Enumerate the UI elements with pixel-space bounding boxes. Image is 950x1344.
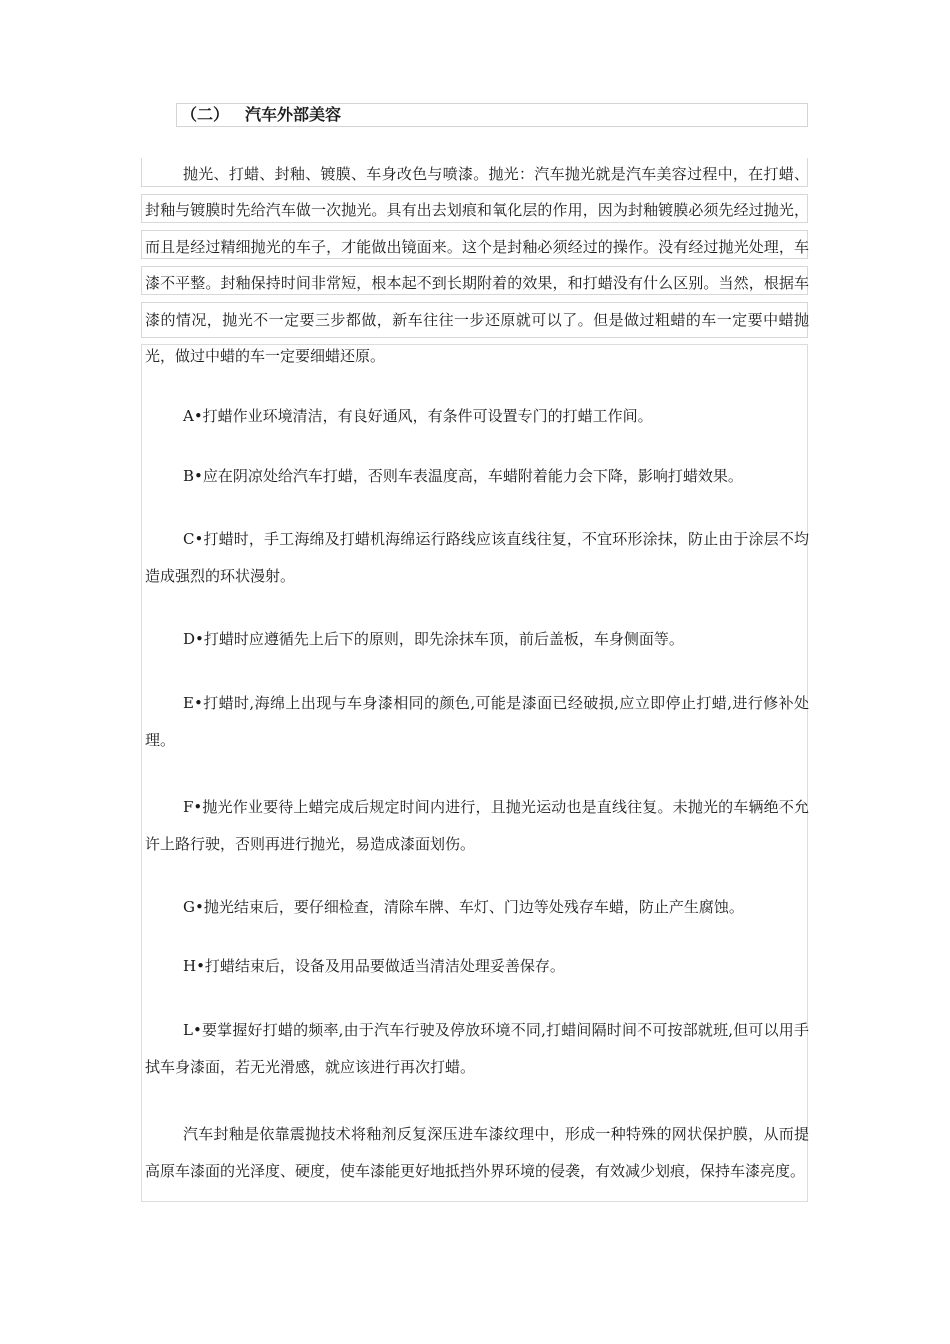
- list-item: B•应在阴凉处给汽车打蜡，否则车表温度高，车蜡附着能力会下降，影响打蜡效果。: [183, 466, 743, 485]
- list-item: C•打蜡时，手工海绵及打蜡机海绵运行路线应该直线往复，不宜环形涂抹，防止由于涂层不均造成强烈的环状漫射。: [145, 530, 809, 585]
- tips-list: [145, 402, 809, 1190]
- intro-paragraph: 抛光、打蜡、封釉、镀膜、车身改色与喷漆。抛光：汽车抛光就是汽车美容过程中，在打蜡、封釉与镀膜时先给汽车做一次抛光。具有出去划痕和氧化层的作用，因为封釉镀膜必须先经过抛光，而且是经过精细抛光的车子，才能做出镜面来。这个是封釉必须经过的操作。没有经过抛光处理，车漆不平整。封釉保持时间非常短，根本起不到长期附着的效果，和打蜡没有什么区别。当然，根据车漆的情况，抛光不一定要三步都做，新车往往一步还原就可以了。但是做过粗蜡的车一定要中蜡抛光，做过中蜡的车一定要细蜡还原。: [145, 165, 809, 366]
- list-item: F•抛光作业要待上蜡完成后规定时间内进行，且抛光运动也是直线往复。未抛光的车辆绝不允许上路行驶，否则再进行抛光，易造成漆面划伤。: [145, 797, 809, 853]
- list-item: D•打蜡时应遵循先上后下的原则，即先涂抹车顶，前后盖板，车身侧面等。: [183, 630, 684, 648]
- list-item: L•要掌握好打蜡的频率,由于汽车行驶及停放环境不同,打蜡间隔时间不可按部就班,但可以用手拭车身漆面，若无光滑感，就应该进行再次打蜡。: [145, 1020, 809, 1076]
- section-number: （二）: [181, 105, 230, 124]
- list-item: E•打蜡时,海绵上出现与车身漆相同的颜色,可能是漆面已经破损,应立即停止打蜡,进行修补处理。: [145, 693, 809, 749]
- list-item: G•抛光结束后，要仔细检查，清除车牌、车灯、门边等处残存车蜡，防止产生腐蚀。: [183, 897, 744, 916]
- section-heading: [176, 103, 808, 127]
- list-item: A•打蜡作业环境清洁，有良好通风，有条件可设置专门的打蜡工作间。: [183, 407, 653, 425]
- section-title: 汽车外部美容: [245, 105, 342, 124]
- list-item: H•打蜡结束后，设备及用品要做适当清洁处理妥善保存。: [183, 957, 565, 975]
- intro-block: [145, 156, 809, 374]
- closing-paragraph: 汽车封釉是依靠震抛技术将釉剂反复深压进车漆纹理中，形成一种特殊的网状保护膜，从而提高原车漆面的光泽度、硬度，使车漆能更好地抵挡外界环境的侵袭，有效减少划痕，保持车漆亮度。: [145, 1124, 809, 1180]
